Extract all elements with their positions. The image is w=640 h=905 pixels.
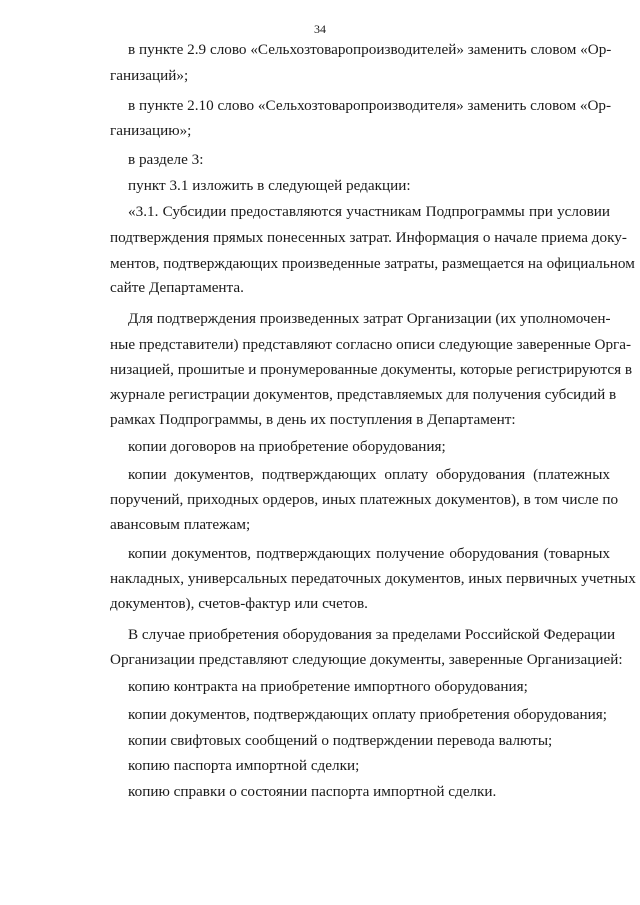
text-line: ментов, подтверждающих произведенные затраты, размещается на официальном xyxy=(110,255,635,272)
text-line: копию контракта на приобретение импортного оборудования; xyxy=(128,678,528,695)
text-line: авансовым платежам; xyxy=(110,516,251,533)
text-line: документов), счетов-фактур или счетов. xyxy=(110,595,368,612)
text-line: журнале регистрации документов, представляемых для получения субсидий в xyxy=(110,386,617,403)
text-line: ганизацию»; xyxy=(110,122,192,139)
text-line: в разделе 3: xyxy=(128,151,204,168)
text-line: Для подтверждения произведенных затрат Организации (их уполномочен- xyxy=(128,310,611,327)
text-line: копии договоров на приобретение оборудования; xyxy=(128,438,446,455)
page-number: 34 xyxy=(314,22,326,36)
text-line: в пункте 2.9 слово «Сельхозтоваропроизводителей» заменить словом «Ор- xyxy=(128,41,612,58)
text-line: копию паспорта импортной сделки; xyxy=(128,757,360,774)
text-line: подтверждения прямых понесенных затрат. Информация о начале приема доку- xyxy=(110,229,627,246)
text-line: В случае приобретения оборудования за пределами Российской Федерации xyxy=(128,626,616,643)
text-line: копии документов, подтверждающих оплату приобретения оборудования; xyxy=(128,706,607,723)
text-line: рамках Подпрограммы, в день их поступления в Департамент: xyxy=(110,411,516,428)
text-line: в пункте 2.10 слово «Сельхозтоваропроизводителя» заменить словом «Ор- xyxy=(128,97,612,114)
text-line: низацией, прошитые и пронумерованные документы, которые регистрируются в xyxy=(110,361,633,378)
text-line: ганизаций»; xyxy=(110,67,189,84)
text-line: пункт 3.1 изложить в следующей редакции: xyxy=(128,177,411,194)
text-line: «3.1. Субсидии предоставляются участникам Подпрограммы при условии xyxy=(128,203,610,220)
text-line: копии документов, подтверждающих оплату оборудования (платежных xyxy=(128,466,610,483)
text-line: поручений, приходных ордеров, иных платежных документов), в том числе по xyxy=(110,491,619,508)
text-line: копии документов, подтверждающих получение оборудования (товарных xyxy=(128,545,610,562)
text-line: накладных, универсальных передаточных документов, иных первичных учетных xyxy=(110,570,636,587)
text-line: Организации представляют следующие документы, заверенные Организацией: xyxy=(110,651,623,668)
text-line: копии свифтовых сообщений о подтверждении перевода валюты; xyxy=(128,732,553,749)
text-line: сайте Департамента. xyxy=(110,279,244,296)
text-line: копию справки о состоянии паспорта импортной сделки. xyxy=(128,783,497,800)
text-line: ные представители) представляют согласно описи следующие заверенные Орга- xyxy=(110,336,632,353)
